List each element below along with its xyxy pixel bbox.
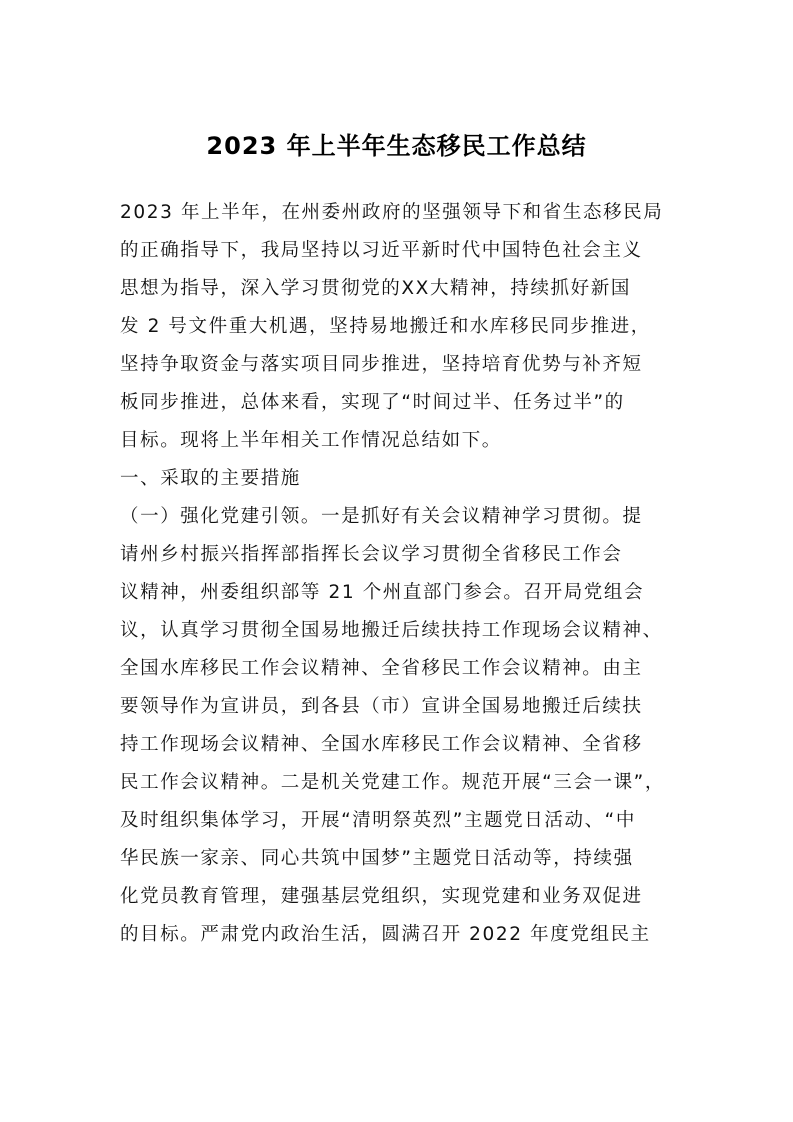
body-line-10: 请州乡村振兴指挥部指挥长会议学习贯彻全省移民工作会 [120, 544, 623, 565]
document-title: 2023 年上半年生态移民工作总结 [206, 132, 587, 160]
body-line-14: 要领导作为宣讲员，到各县（市）宣讲全国易地搬迁后续扶 [120, 696, 643, 717]
body-line-9: （一）强化党建引领。一是抓好有关会议精神学习贯彻。提 [120, 506, 643, 527]
body-line-4: 发 2 号文件重大机遇，坚持易地搬迁和水库移民同步推进， [120, 316, 651, 337]
body-line-12: 议，认真学习贯彻全国易地搬迁后续扶持工作现场会议精神、 [120, 620, 663, 641]
section-heading: 一、采取的主要措施 [120, 468, 301, 489]
body-line-18: 华民族一家亲、同心共筑中国梦”主题党日活动等，持续强 [120, 848, 634, 869]
body-line-19: 化党员教育管理，建强基层党组织，实现党建和业务双促进 [120, 886, 643, 907]
body-line-13: 全国水库移民工作会议精神、全省移民工作会议精神。由主 [120, 658, 643, 679]
body-line-20: 的目标。严肃党内政治生活，圆满召开 2022 年度党组民主 [120, 924, 651, 945]
body-line-6: 板同步推进，总体来看，实现了“时间过半、任务过半”的 [120, 392, 625, 413]
body-line-3: 思想为指导，深入学习贯彻党的XX大精神，持续抓好新国 [120, 278, 631, 299]
body-line-2: 的正确指导下，我局坚持以习近平新时代中国特色社会主义 [120, 240, 643, 261]
body-line-16: 民工作会议精神。二是机关党建工作。规范开展“三会一课”， [120, 772, 665, 793]
body-line-17: 及时组织集体学习，开展“清明祭英烈”主题党日活动、“中 [120, 810, 636, 831]
body-line-5: 坚持争取资金与落实项目同步推进，坚持培育优势与补齐短 [120, 354, 643, 375]
body-line-11: 议精神，州委组织部等 21 个州直部门参会。召开局党组会 [120, 582, 645, 603]
body-line-1: 2023 年上半年，在州委州政府的坚强领导下和省生态移民局 [120, 202, 664, 223]
body-line-15: 持工作现场会议精神、全国水库移民工作会议精神、全省移 [120, 734, 643, 755]
body-line-7: 目标。现将上半年相关工作情况总结如下。 [120, 430, 502, 451]
